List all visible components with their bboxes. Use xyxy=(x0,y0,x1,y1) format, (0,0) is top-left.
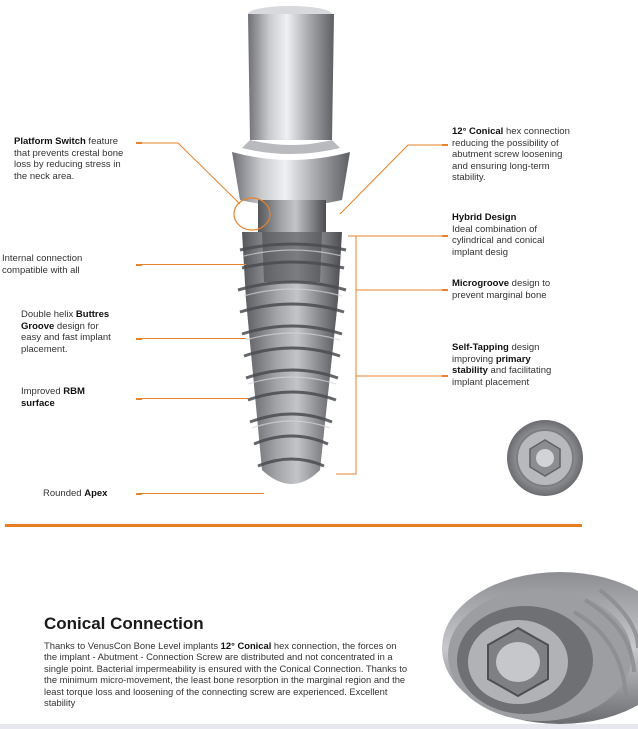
hybrid-line4: implant desig xyxy=(452,246,508,258)
conical-paragraph-rest: hex connection, the forces on the implant - Abutment - Connection Screw are distributed and not concentrated in a single point. Bacterial impermeability is ensured with the Conical Connection. Thanks to the minimum micro-movement, the least bone resorption in the marginal region and the least torque loss and loosening of the connecting screw are experienced. Excellent stability xyxy=(44,640,408,709)
conical-hex-line3: abutment screw loosening xyxy=(452,149,563,160)
apex-leader xyxy=(142,493,264,494)
microgroove-marker xyxy=(442,289,448,291)
rbm-bold: RBM xyxy=(63,386,85,397)
hybrid-design-bold: Hybrid Design xyxy=(452,212,517,223)
platform-switch-title: Platform Switch xyxy=(14,136,86,147)
label-rbm-surface xyxy=(21,386,141,409)
apex-bold: Apex xyxy=(84,488,108,499)
internal-connection-line1: Internal connection xyxy=(2,253,83,264)
conical-paragraph-pre: Thanks to VenusCon Bone Level implants xyxy=(44,640,221,651)
section-divider xyxy=(5,524,582,527)
conical-hex-rest: hex connection xyxy=(503,126,570,137)
rbm-pre: Improved xyxy=(21,386,64,397)
buttres-bold: Buttres xyxy=(75,309,110,320)
conical-hex-marker xyxy=(442,144,448,146)
microgroove-rest: design to xyxy=(509,278,551,289)
buttres-leader xyxy=(142,338,246,339)
conical-closeup-image xyxy=(420,560,638,724)
self-tapping-line3-rest: and facilitating xyxy=(487,365,552,376)
implant-top-view-icon xyxy=(507,420,583,496)
internal-connection-line2: compatible with all xyxy=(2,264,80,276)
platform-switch-text-a: feature xyxy=(85,136,119,147)
label-internal-connection xyxy=(2,253,132,276)
platform-switch-marker xyxy=(136,142,142,144)
microgroove-bold: Microgroove xyxy=(452,278,510,289)
groove-rest: design for xyxy=(54,320,99,332)
label-microgroove xyxy=(452,278,602,301)
buttres-line3: easy and fast implant xyxy=(21,332,111,343)
platform-switch-text-b: that prevents crestal bone xyxy=(14,147,124,159)
label-conical-hex xyxy=(452,126,602,184)
apex-pre: Rounded xyxy=(43,488,85,499)
self-tapping-bold: Self-Tapping xyxy=(452,342,509,353)
self-tapping-rest: design xyxy=(508,342,540,353)
conical-hex-line5: stability. xyxy=(452,172,486,183)
conical-connection-paragraph xyxy=(44,640,410,708)
platform-switch-text-d: the neck area. xyxy=(14,170,75,182)
internal-connection-leader xyxy=(142,264,246,265)
label-self-tapping xyxy=(452,342,602,388)
conical-connection-title: Conical Connection xyxy=(44,614,204,633)
hybrid-design-marker xyxy=(442,235,448,237)
microgroove-line2: prevent marginal bone xyxy=(452,289,547,301)
hybrid-line2: Ideal combination of xyxy=(452,223,538,235)
implant-body xyxy=(238,232,346,484)
buttres-line4: placement. xyxy=(21,343,68,355)
platform-switch-text-c: loss by reducing stress in xyxy=(14,159,121,170)
buttres-pre: Double helix xyxy=(21,309,76,320)
conical-hex-line2: reducing the possibility of xyxy=(452,137,559,149)
page-bottom-band xyxy=(0,724,638,729)
label-rounded-apex xyxy=(43,488,143,500)
label-platform-switch xyxy=(14,136,149,182)
conical-hex-line4: and ensuring long-term xyxy=(452,160,550,172)
abutment xyxy=(232,6,350,206)
hybrid-line3: cylindrical and conical xyxy=(452,235,545,246)
self-tapping-line3-bold: stability xyxy=(452,365,488,376)
self-tapping-marker xyxy=(442,375,448,377)
conical-paragraph-bold: 12° Conical xyxy=(220,640,272,651)
callout-brackets xyxy=(336,236,448,474)
self-tapping-line4: implant placement xyxy=(452,376,530,388)
label-buttres-groove xyxy=(21,309,146,355)
self-tapping-line2-bold: primary xyxy=(495,353,531,365)
label-hybrid-design xyxy=(452,212,602,258)
groove-bold: Groove xyxy=(21,320,55,332)
rbm-leader xyxy=(142,398,248,399)
self-tapping-line2-pre: improving xyxy=(452,353,496,365)
conical-hex-bold: 12° Conical xyxy=(452,126,504,137)
rbm-surface-bold: surface xyxy=(21,397,55,409)
